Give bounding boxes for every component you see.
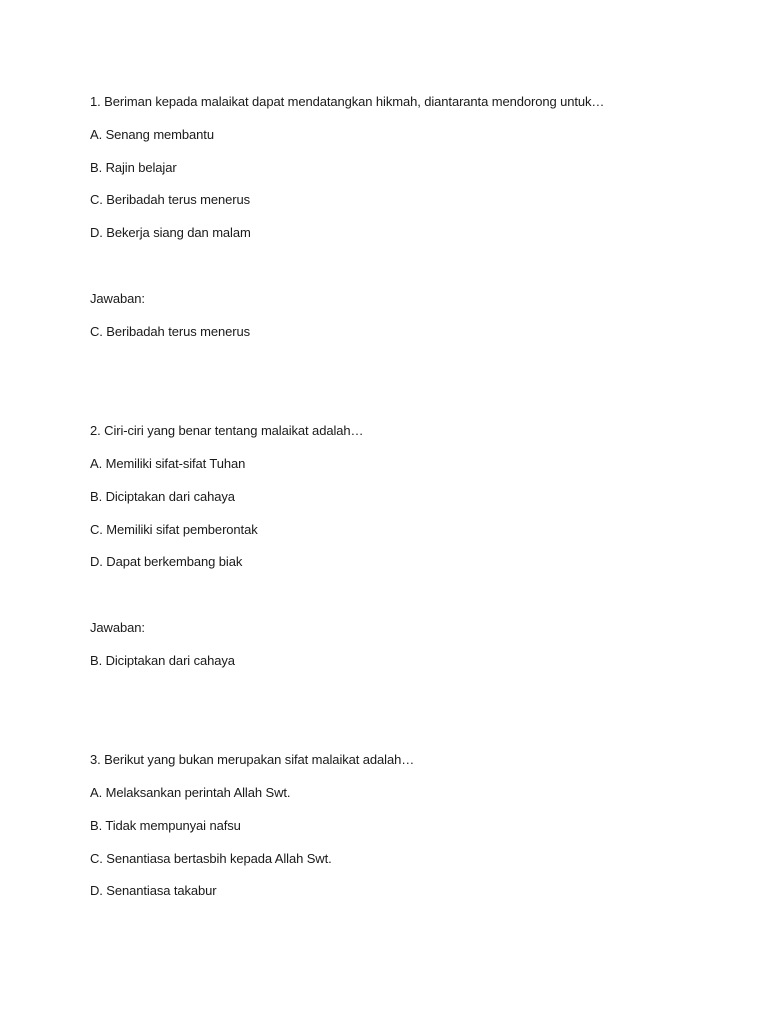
question-2-option-c: C. Memiliki sifat pemberontak [90, 522, 258, 537]
question-1-option-b: B. Rajin belajar [90, 160, 177, 175]
question-2-text: 2. Ciri-ciri yang benar tentang malaikat adalah… [90, 423, 364, 438]
question-1-option-c: C. Beribadah terus menerus [90, 192, 250, 207]
question-2-option-a: A. Memiliki sifat-sifat Tuhan [90, 456, 246, 471]
question-1-answer: C. Beribadah terus menerus [90, 324, 250, 339]
question-1-text: 1. Beriman kepada malaikat dapat mendatangkan hikmah, diantaranta mendorong untuk… [90, 94, 605, 109]
question-3-text: 3. Berikut yang bukan merupakan sifat malaikat adalah… [90, 752, 415, 767]
question-1-answer-label: Jawaban: [90, 291, 145, 306]
question-3-option-d: D. Senantiasa takabur [90, 883, 217, 898]
question-2-option-b: B. Diciptakan dari cahaya [90, 489, 235, 504]
question-3-option-a: A. Melaksankan perintah Allah Swt. [90, 785, 291, 800]
question-1-option-a: A. Senang membantu [90, 127, 214, 142]
question-1-option-d: D. Bekerja siang dan malam [90, 225, 251, 240]
question-2-answer-label: Jawaban: [90, 620, 145, 635]
question-3-option-c: C. Senantiasa bertasbih kepada Allah Swt. [90, 851, 332, 866]
question-2-option-d: D. Dapat berkembang biak [90, 554, 243, 569]
question-2-answer: B. Diciptakan dari cahaya [90, 653, 235, 668]
question-3-option-b: B. Tidak mempunyai nafsu [90, 818, 241, 833]
